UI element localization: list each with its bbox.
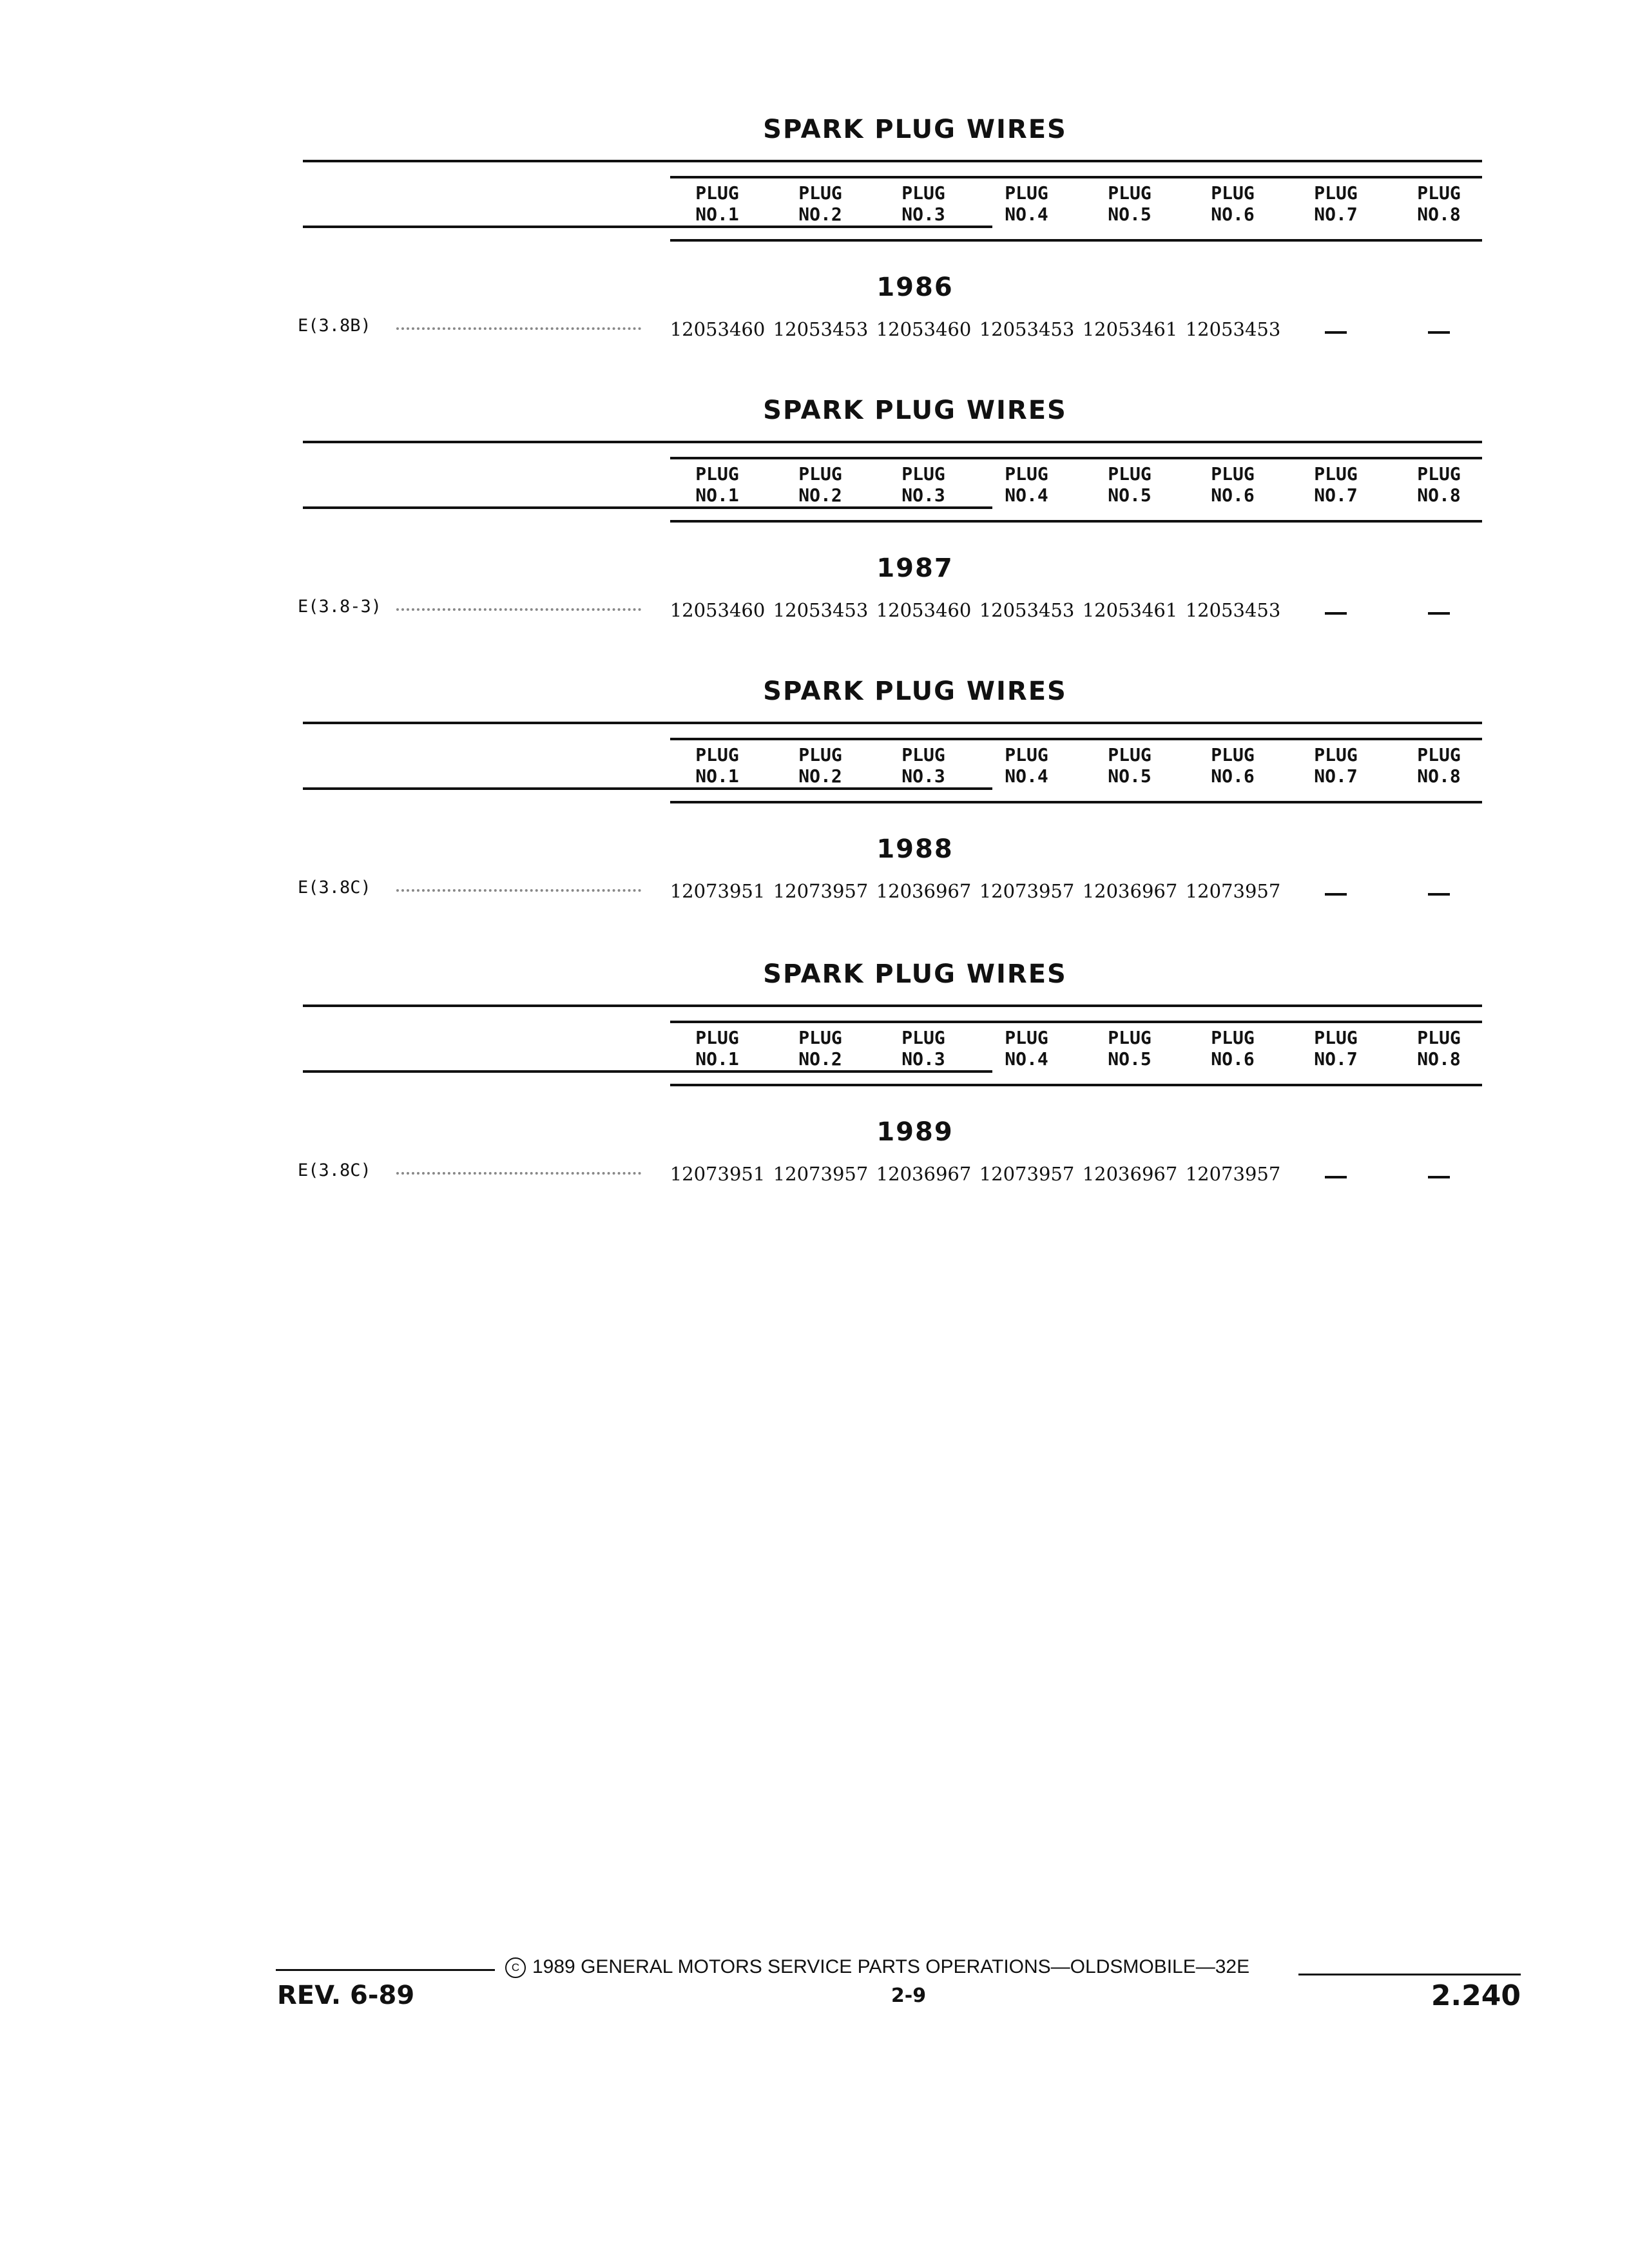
parts-table-section bbox=[0, 677, 1629, 947]
column-header-line1: PLUG bbox=[1314, 182, 1358, 204]
footer-right-rule bbox=[1298, 1974, 1521, 1975]
column-header-line1: PLUG bbox=[1314, 463, 1358, 485]
column-header-line2: NO.7 bbox=[1314, 204, 1358, 225]
part-number-plug-3: 12053460 bbox=[876, 599, 972, 621]
part-number-plug-5: 12036967 bbox=[1082, 1163, 1178, 1185]
column-header-plug-2 bbox=[772, 463, 869, 506]
column-header-line2: NO.4 bbox=[1005, 204, 1048, 225]
engine-code: E(3.8-3) bbox=[298, 597, 382, 617]
column-header-line1: PLUG bbox=[1314, 1027, 1358, 1048]
part-number-plug-4: 12073957 bbox=[979, 1163, 1075, 1185]
column-header-plug-2 bbox=[772, 1027, 869, 1070]
column-header-line1: PLUG bbox=[901, 1027, 945, 1048]
column-header-plug-5 bbox=[1081, 1027, 1178, 1070]
part-number-plug-1: 12073951 bbox=[670, 1163, 766, 1185]
copyright-icon: C bbox=[505, 1957, 526, 1978]
part-number-plug-2: 12073957 bbox=[773, 1163, 869, 1185]
column-header-plug-4 bbox=[978, 744, 1075, 787]
column-header-line2: NO.8 bbox=[1417, 765, 1461, 787]
column-header-plug-6 bbox=[1184, 463, 1281, 506]
column-header-line1: PLUG bbox=[1417, 463, 1461, 485]
column-header-plug-2 bbox=[772, 744, 869, 787]
column-header-line1: PLUG bbox=[695, 463, 739, 485]
part-number-plug-6: 12073957 bbox=[1185, 1163, 1281, 1185]
column-header-line2: NO.2 bbox=[798, 485, 842, 506]
part-number-plug-6: 12053453 bbox=[1185, 318, 1281, 340]
column-header-line2: NO.8 bbox=[1417, 1048, 1461, 1070]
column-header-line1: PLUG bbox=[901, 182, 945, 204]
header-rule-top bbox=[303, 441, 1482, 443]
parts-table-section bbox=[0, 959, 1629, 1230]
part-number-plug-3: 12053460 bbox=[876, 318, 972, 340]
part-number-plug-5: 12053461 bbox=[1082, 318, 1178, 340]
column-header-line2: NO.2 bbox=[798, 1048, 842, 1070]
header-rule-under-right bbox=[670, 239, 1482, 242]
header-rule-top bbox=[303, 1004, 1482, 1007]
column-header-line1: PLUG bbox=[1211, 182, 1255, 204]
column-header-line2: NO.8 bbox=[1417, 485, 1461, 506]
column-header-plug-7 bbox=[1287, 182, 1384, 225]
column-header-plug-6 bbox=[1184, 182, 1281, 225]
column-header-line1: PLUG bbox=[1314, 744, 1358, 765]
part-number-plug-1: 12073951 bbox=[670, 880, 766, 902]
column-header-plug-1 bbox=[669, 463, 766, 506]
footer-left-rule bbox=[276, 1969, 495, 1971]
copyright-line bbox=[505, 1956, 1291, 1978]
not-applicable-dash bbox=[1428, 331, 1450, 334]
dot-leader bbox=[396, 1172, 641, 1175]
column-header-plug-6 bbox=[1184, 744, 1281, 787]
column-header-plug-2 bbox=[772, 182, 869, 225]
column-header-plug-4 bbox=[978, 1027, 1075, 1070]
engine-code: E(3.8C) bbox=[298, 878, 371, 898]
part-number-plug-3: 12036967 bbox=[876, 1163, 972, 1185]
column-header-line1: PLUG bbox=[798, 1027, 842, 1048]
header-rule-under-left bbox=[303, 506, 992, 509]
column-header-plug-5 bbox=[1081, 463, 1178, 506]
column-header-line2: NO.7 bbox=[1314, 1048, 1358, 1070]
column-header-line1: PLUG bbox=[798, 463, 842, 485]
column-header-plug-8 bbox=[1391, 182, 1487, 225]
column-header-line2: NO.6 bbox=[1211, 1048, 1255, 1070]
part-number-plug-2: 12073957 bbox=[773, 880, 869, 902]
header-rule-under-left bbox=[303, 787, 992, 790]
not-applicable-dash bbox=[1325, 1176, 1347, 1178]
column-header-line2: NO.5 bbox=[1108, 1048, 1152, 1070]
part-number-plug-2: 12053453 bbox=[773, 318, 869, 340]
part-number-plug-3: 12036967 bbox=[876, 880, 972, 902]
column-header-plug-8 bbox=[1391, 1027, 1487, 1070]
header-rule-upper bbox=[670, 176, 1482, 178]
column-header-line2: NO.7 bbox=[1314, 485, 1358, 506]
column-header-line1: PLUG bbox=[1005, 463, 1048, 485]
column-header-line2: NO.4 bbox=[1005, 765, 1048, 787]
dot-leader bbox=[396, 327, 641, 330]
column-header-plug-1 bbox=[669, 744, 766, 787]
column-header-line2: NO.2 bbox=[798, 765, 842, 787]
not-applicable-dash bbox=[1325, 893, 1347, 896]
column-header-line2: NO.6 bbox=[1211, 204, 1255, 225]
header-rule-upper bbox=[670, 1021, 1482, 1023]
column-header-line1: PLUG bbox=[1108, 182, 1152, 204]
column-header-plug-7 bbox=[1287, 744, 1384, 787]
section-title: SPARK PLUG WIRES bbox=[763, 115, 1067, 144]
section-title: SPARK PLUG WIRES bbox=[763, 677, 1067, 706]
column-header-line2: NO.3 bbox=[901, 765, 945, 787]
column-header-line1: PLUG bbox=[1211, 463, 1255, 485]
column-header-line1: PLUG bbox=[695, 1027, 739, 1048]
header-rule-under-right bbox=[670, 520, 1482, 523]
column-header-line1: PLUG bbox=[1417, 182, 1461, 204]
dot-leader bbox=[396, 889, 641, 892]
page-number: 2-9 bbox=[891, 1984, 927, 2007]
part-number-plug-6: 12053453 bbox=[1185, 599, 1281, 621]
not-applicable-dash bbox=[1325, 331, 1347, 334]
column-header-plug-7 bbox=[1287, 463, 1384, 506]
parts-table-section bbox=[0, 396, 1629, 666]
column-header-plug-3 bbox=[875, 463, 972, 506]
part-number-plug-5: 12053461 bbox=[1082, 599, 1178, 621]
not-applicable-dash bbox=[1428, 893, 1450, 896]
not-applicable-dash bbox=[1428, 1176, 1450, 1178]
column-header-line2: NO.3 bbox=[901, 204, 945, 225]
column-header-line1: PLUG bbox=[798, 744, 842, 765]
column-header-plug-7 bbox=[1287, 1027, 1384, 1070]
column-header-line1: PLUG bbox=[1417, 744, 1461, 765]
column-header-line2: NO.4 bbox=[1005, 485, 1048, 506]
model-year: 1989 bbox=[876, 1117, 954, 1147]
part-number-plug-1: 12053460 bbox=[670, 599, 766, 621]
column-header-line1: PLUG bbox=[1417, 1027, 1461, 1048]
column-header-plug-1 bbox=[669, 1027, 766, 1070]
column-header-line1: PLUG bbox=[695, 744, 739, 765]
column-header-line2: NO.1 bbox=[695, 204, 739, 225]
column-header-line1: PLUG bbox=[1005, 744, 1048, 765]
column-header-plug-6 bbox=[1184, 1027, 1281, 1070]
model-year: 1988 bbox=[876, 834, 954, 864]
header-rule-under-right bbox=[670, 801, 1482, 803]
column-header-line2: NO.1 bbox=[695, 485, 739, 506]
part-number-plug-4: 12053453 bbox=[979, 599, 1075, 621]
section-number: 2.240 bbox=[1431, 1979, 1521, 2012]
part-number-plug-5: 12036967 bbox=[1082, 880, 1178, 902]
engine-code: E(3.8B) bbox=[298, 316, 371, 336]
column-header-line2: NO.5 bbox=[1108, 765, 1152, 787]
column-header-plug-3 bbox=[875, 1027, 972, 1070]
header-rule-upper bbox=[670, 457, 1482, 459]
column-header-plug-1 bbox=[669, 182, 766, 225]
column-header-line1: PLUG bbox=[798, 182, 842, 204]
section-title: SPARK PLUG WIRES bbox=[763, 396, 1067, 425]
column-header-line2: NO.1 bbox=[695, 1048, 739, 1070]
column-header-line1: PLUG bbox=[901, 463, 945, 485]
column-header-line1: PLUG bbox=[1211, 1027, 1255, 1048]
part-number-plug-4: 12053453 bbox=[979, 318, 1075, 340]
column-header-line1: PLUG bbox=[901, 744, 945, 765]
column-header-line1: PLUG bbox=[1005, 1027, 1048, 1048]
column-header-line1: PLUG bbox=[1005, 182, 1048, 204]
column-header-line2: NO.3 bbox=[901, 485, 945, 506]
column-header-line2: NO.7 bbox=[1314, 765, 1358, 787]
model-year: 1986 bbox=[876, 273, 954, 302]
column-header-plug-4 bbox=[978, 463, 1075, 506]
column-header-plug-3 bbox=[875, 182, 972, 225]
column-header-line2: NO.6 bbox=[1211, 485, 1255, 506]
header-rule-upper bbox=[670, 738, 1482, 740]
copyright-text: 1989 GENERAL MOTORS SERVICE PARTS OPERATIONS—OLDSMOBILE—32E bbox=[532, 1956, 1250, 1977]
part-number-plug-1: 12053460 bbox=[670, 318, 766, 340]
column-header-line2: NO.2 bbox=[798, 204, 842, 225]
column-header-line2: NO.6 bbox=[1211, 765, 1255, 787]
dot-leader bbox=[396, 608, 641, 611]
column-header-plug-8 bbox=[1391, 463, 1487, 506]
part-number-plug-6: 12073957 bbox=[1185, 880, 1281, 902]
header-rule-under-left bbox=[303, 1070, 992, 1073]
column-header-plug-5 bbox=[1081, 182, 1178, 225]
column-header-line2: NO.5 bbox=[1108, 485, 1152, 506]
column-header-line2: NO.1 bbox=[695, 765, 739, 787]
column-header-line1: PLUG bbox=[695, 182, 739, 204]
header-rule-top bbox=[303, 160, 1482, 162]
column-header-plug-4 bbox=[978, 182, 1075, 225]
section-title: SPARK PLUG WIRES bbox=[763, 959, 1067, 989]
engine-code: E(3.8C) bbox=[298, 1160, 371, 1180]
part-number-plug-2: 12053453 bbox=[773, 599, 869, 621]
column-header-line1: PLUG bbox=[1108, 463, 1152, 485]
column-header-plug-5 bbox=[1081, 744, 1178, 787]
column-header-line2: NO.3 bbox=[901, 1048, 945, 1070]
model-year: 1987 bbox=[876, 553, 954, 583]
column-header-line1: PLUG bbox=[1108, 1027, 1152, 1048]
column-header-line1: PLUG bbox=[1211, 744, 1255, 765]
part-number-plug-4: 12073957 bbox=[979, 880, 1075, 902]
parts-table-section bbox=[0, 115, 1629, 385]
header-rule-under-right bbox=[670, 1084, 1482, 1086]
column-header-line2: NO.8 bbox=[1417, 204, 1461, 225]
column-header-line2: NO.4 bbox=[1005, 1048, 1048, 1070]
column-header-plug-8 bbox=[1391, 744, 1487, 787]
header-rule-under-left bbox=[303, 226, 992, 228]
not-applicable-dash bbox=[1325, 612, 1347, 615]
not-applicable-dash bbox=[1428, 612, 1450, 615]
column-header-line1: PLUG bbox=[1108, 744, 1152, 765]
column-header-plug-3 bbox=[875, 744, 972, 787]
header-rule-top bbox=[303, 722, 1482, 724]
column-header-line2: NO.5 bbox=[1108, 204, 1152, 225]
revision-label: REV. 6-89 bbox=[277, 1981, 415, 2010]
